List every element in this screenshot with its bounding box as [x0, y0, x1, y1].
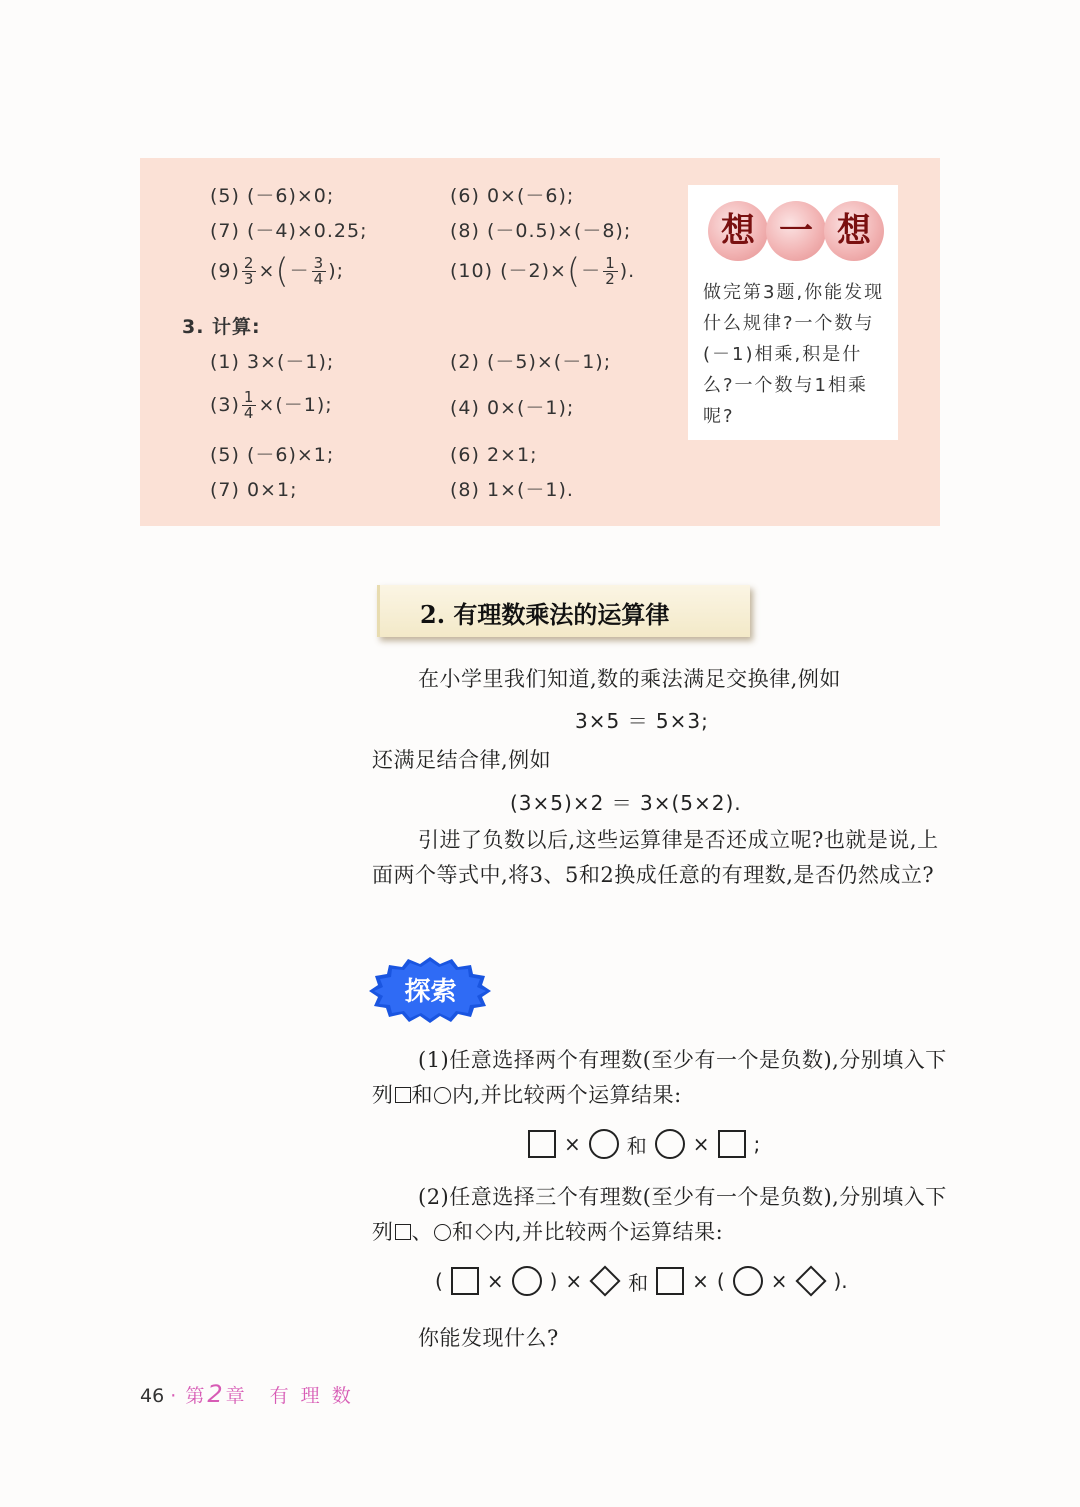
exercise-item: (10) (－2)×(－ $\frac{1}{2}$ ).	[450, 251, 636, 292]
square-symbol	[528, 1130, 556, 1158]
think-title	[708, 201, 883, 261]
circle-symbol	[733, 1266, 763, 1296]
diamond-symbol	[795, 1265, 826, 1296]
page-number: 46	[140, 1385, 165, 1407]
circle-symbol	[434, 1224, 451, 1241]
exercise-item: (7) 0×1;	[210, 479, 298, 501]
fraction: $\frac{2}{3}$	[243, 254, 255, 288]
explore-label: 探索	[404, 977, 457, 1007]
exercise-3-title: 3. 计算:	[182, 316, 261, 338]
formula-commutative: 3×5 ＝ 5×3;	[575, 709, 709, 733]
paragraph: 在小学里我们知道,数的乘法满足交换律,例如	[418, 667, 841, 691]
exercise-item: (9) $\frac{2}{3}$ ×(－ $\frac{3}{4}$ );	[210, 251, 345, 292]
square-symbol	[718, 1130, 746, 1158]
paragraph: (1)任意选择两个有理数(至少有一个是负数),分别填入下列 和 内,并比较两个运算结果:	[372, 1048, 947, 1107]
circle-symbol	[512, 1266, 542, 1296]
diamond-symbol	[590, 1265, 621, 1296]
section-banner	[377, 585, 750, 637]
exercise-item: (3) $\frac{1}{4}$ ×(－1);	[210, 388, 333, 422]
formula-associative: (3×5)×2 ＝ 3×(5×2).	[510, 791, 742, 815]
diamond-symbol	[475, 1224, 492, 1241]
explore-badge	[368, 955, 493, 1025]
symbol-expression: ( × ) × 和 × ( × ).	[435, 1266, 848, 1296]
section-title: 2. 有理数乘法的运算律	[420, 600, 670, 629]
think-title-char: 想	[824, 201, 884, 261]
symbol-expression: × 和 × ;	[528, 1129, 760, 1159]
exercise-item: (6) 2×1;	[450, 444, 538, 466]
exercise-item: (5) (－6)×0;	[210, 185, 335, 207]
paragraph: 你能发现什么?	[418, 1326, 559, 1350]
think-title-char: 一	[766, 201, 826, 261]
paragraph: 引进了负数以后,这些运算律是否还成立呢?也就是说,上面两个等式中,将3、5和2换成任意的有理数,是否仍然成立?	[372, 828, 939, 887]
square-symbol	[451, 1267, 479, 1295]
exercise-item: (6) 0×(－6);	[450, 185, 575, 207]
fraction: $\frac{3}{4}$	[313, 254, 325, 288]
square-symbol	[395, 1087, 411, 1103]
circle-symbol	[589, 1129, 619, 1159]
fraction: $\frac{1}{2}$	[605, 254, 616, 288]
fraction: $\frac{1}{4}$	[243, 388, 255, 422]
exercise-item: (8) 1×(－1).	[450, 479, 574, 501]
exercise-item: (8) (－0.5)×(－8);	[450, 220, 632, 242]
circle-symbol	[434, 1087, 451, 1104]
exercise-item: (2) (－5)×(－1);	[450, 351, 612, 373]
exercise-item: (1) 3×(－1);	[210, 351, 335, 373]
page-footer: 46 · 第2章 有 理 数	[140, 1380, 354, 1408]
square-symbol	[395, 1224, 411, 1240]
paragraph: (2)任意选择三个有理数(至少有一个是负数),分别填入下列 、 和 内,并比较两个运算结果:	[372, 1185, 947, 1244]
think-card	[688, 185, 898, 440]
paragraph: 还满足结合律,例如	[372, 748, 552, 772]
exercise-item: (7) (－4)×0.25;	[210, 220, 368, 242]
think-text: 做完第3题,你能发现什么规律?一个数与(－1)相乘,积是什么?一个数与1相乘呢?	[703, 282, 885, 427]
think-title-char: 想	[708, 201, 768, 261]
chapter-title: 第2章 有 理 数	[185, 1380, 354, 1408]
exercise-item: (4) 0×(－1);	[450, 397, 575, 419]
exercise-item: (5) (－6)×1;	[210, 444, 335, 466]
circle-symbol	[655, 1129, 685, 1159]
square-symbol	[656, 1267, 684, 1295]
